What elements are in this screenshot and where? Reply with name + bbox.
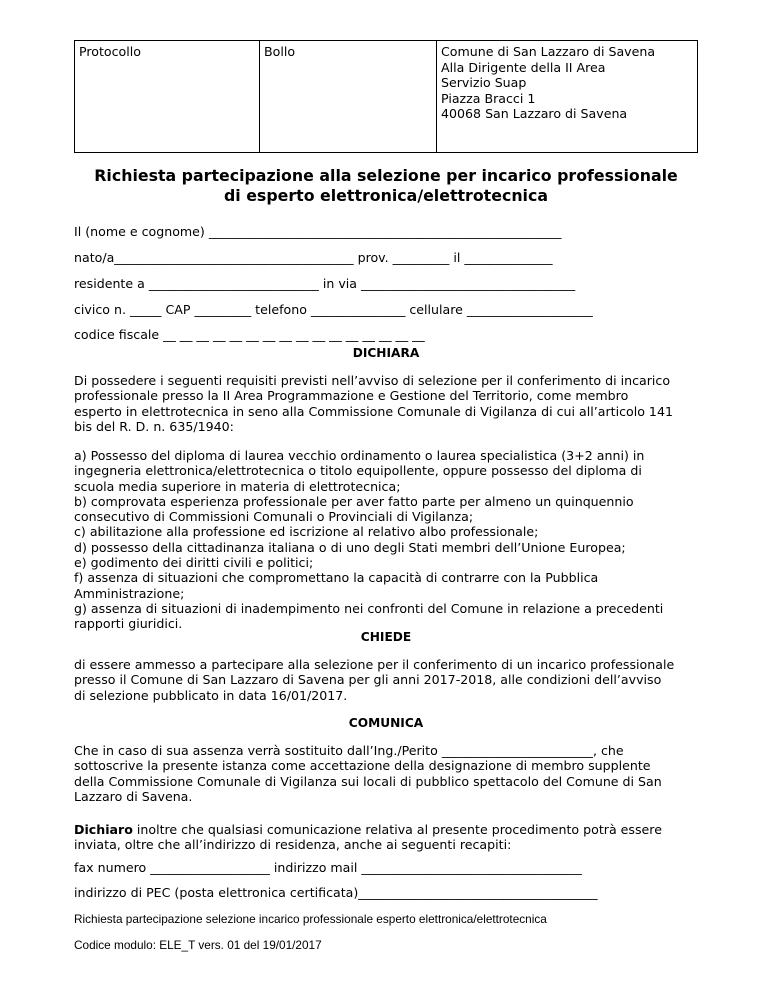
nome-field[interactable]: Il (nome e cognome) ________________________________________________________: [74, 224, 562, 239]
bollo-label: Bollo: [264, 44, 296, 59]
pec-field[interactable]: indirizzo di PEC (posta elettronica certificata)______________________________________: [74, 885, 598, 900]
list-item: scuola media superiore in materia di elettrotecnica;: [74, 478, 401, 494]
address-line: Piazza Bracci 1: [441, 90, 536, 106]
list-item: Amministrazione;: [74, 585, 185, 601]
address-line: Comune di San Lazzaro di Savena: [441, 44, 656, 59]
text-line: inviata, oltre che all’indirizzo di residenza, anche ai seguenti recapiti:: [74, 837, 512, 853]
dichiara-heading: DICHIARA: [352, 346, 420, 360]
header-table: [74, 40, 698, 153]
footer-code: Codice modulo: ELE_T vers. 01 del 19/01/2017: [74, 938, 322, 952]
text-line: presso il Comune di San Lazzaro di Savena per gli anni 2017-2018, alle condizioni dell’avviso: [74, 672, 662, 688]
list-item: c) abilitazione alla professione ed iscrizione al relativo albo professionale;: [74, 524, 539, 540]
protocollo-cell: [75, 41, 260, 153]
comunica-heading: COMUNICA: [348, 716, 424, 730]
chiede-text: [74, 657, 698, 703]
address-line: Servizio Suap: [441, 75, 527, 91]
list-item: b) comprovata esperienza professionale per aver fatto parte per almeno un quinquennio: [74, 493, 634, 509]
list-item: consecutivo di Commissioni Comunali o Provinciali di Vigilanza;: [74, 509, 474, 525]
page-title: [74, 166, 698, 206]
text-line: della Commissione Comunale di Vigilanza sui locali di pubblico spettacolo del Comune di San: [74, 773, 662, 789]
dichiara-intro: [74, 373, 698, 434]
text-line: Di possedere i seguenti requisiti previsti nell’avviso di selezione per il conferimento di incarico: [74, 373, 671, 388]
residente-field[interactable]: residente a ___________________________ in via __________________________________: [74, 276, 576, 291]
list-item: f) assenza di situazioni che compromettano la capacità di contrarre con la Pubblica: [74, 570, 599, 586]
codice-fiscale-field[interactable]: codice fiscale __ __ __ __ __ __ __ __ __ __ __ __ __ __ __ __: [74, 327, 425, 342]
chiede-heading: CHIEDE: [360, 630, 412, 644]
text-line: professionale presso la II Area Programmazione e Gestione del Territorio, come membro: [74, 388, 629, 404]
text-line: [74, 822, 698, 837]
requisiti-list: [74, 448, 698, 632]
address-line: 40068 San Lazzaro di Savena: [441, 106, 628, 122]
text-line: sottoscrive la presente istanza come accettazione della designazione di membro supplente: [74, 758, 651, 774]
list-item: a) Possesso del diploma di laurea vecchio ordinamento o laurea specialistica (3+2 anni) in: [74, 448, 645, 463]
protocollo-label: Protocollo: [79, 44, 141, 59]
text-line: di selezione pubblicato in data 16/01/2017.: [74, 687, 348, 703]
list-item: rapporti giuridici.: [74, 616, 183, 632]
text-line: di essere ammesso a partecipare alla selezione per il conferimento di un incarico professionale: [74, 657, 675, 672]
text-line: esperto in elettrotecnica in seno alla Commissione Comunale di Vigilanza di cui all’articolo 141: [74, 403, 673, 419]
list-item: ingegneria elettronica/elettrotecnica o titolo equipollente, oppure possesso del diploma di: [74, 463, 642, 479]
list-item: d) possesso della cittadinanza italiana o di uno degli Stati membri dell’Unione Europea;: [74, 539, 626, 555]
address-line: Alla Dirigente della II Area: [441, 59, 606, 75]
address-cell: [437, 41, 698, 153]
text-line: Lazzaro di Savena.: [74, 788, 193, 804]
bollo-cell: [260, 41, 437, 153]
recapiti-intro: [74, 822, 698, 853]
comunica-text: [74, 743, 698, 804]
civico-field[interactable]: civico n. _____ CAP _________ telefono _______________ cellulare ____________________: [74, 302, 593, 317]
dichiaro-lead: Dichiaro: [74, 822, 133, 837]
fax-mail-field[interactable]: fax numero ___________________ indirizzo mail ___________________________________: [74, 860, 582, 875]
footer-description: Richiesta partecipazione selezione incarico professionale esperto elettronica/elettrotecnica: [74, 912, 547, 926]
list-item: g) assenza di situazioni di inadempimento nei confronti del Comune in relazione a precedenti: [74, 600, 664, 616]
title-line-1: Richiesta partecipazione alla selezione per incarico professionale: [94, 166, 678, 185]
list-item: e) godimento dei diritti civili e politici;: [74, 555, 314, 571]
text-line: Che in caso di sua assenza verrà sostituito dall’Ing./Perito ________________________, che: [74, 743, 624, 758]
text-line: bis del R. D. n. 635/1940:: [74, 418, 234, 434]
title-line-2: di esperto elettronica/elettrotecnica: [224, 186, 548, 205]
recapiti-line-1: inoltre che qualsiasi comunicazione relativa al presente procedimento potrà essere: [132, 822, 662, 837]
nato-field[interactable]: nato/a______________________________________ prov. _________ il ______________: [74, 250, 553, 265]
